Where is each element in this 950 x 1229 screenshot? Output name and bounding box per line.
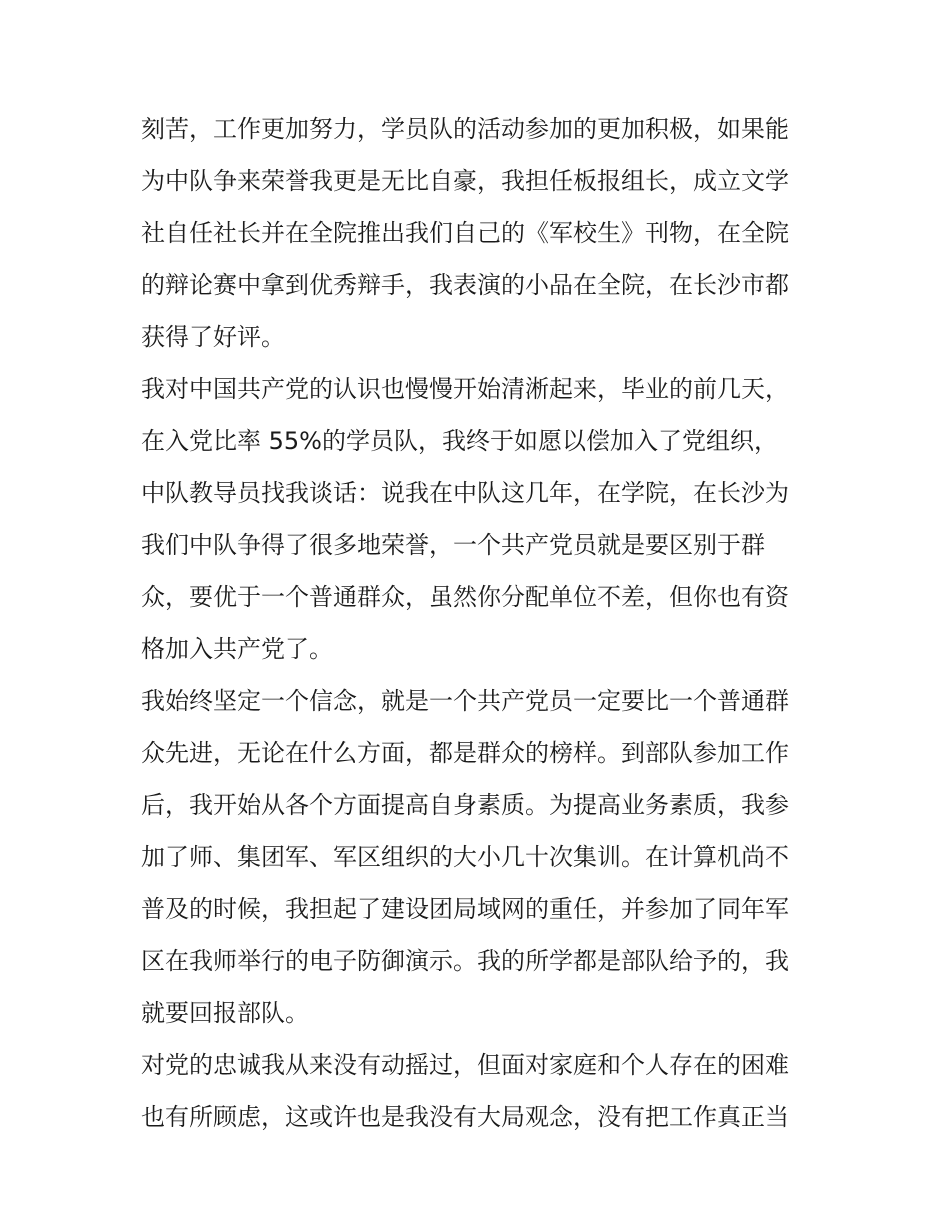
text-line: 格加入共产党了。: [141, 635, 333, 663]
text-line: 的辩论赛中拿到优秀辩手，我表演的小品在全院，在长沙市都: [141, 271, 789, 299]
paragraph-3: [141, 675, 821, 1039]
text-line: 我对中国共产党的认识也慢慢开始清淅起来，毕业的前几天，: [141, 375, 789, 403]
text-line: 刻苦，工作更加努力，学员队的活动参加的更加积极，如果能: [141, 115, 789, 143]
text-line: 我们中队争得了很多地荣誉，一个共产党员就是要区别于群: [141, 531, 765, 559]
text-line: 为中队争来荣誉我更是无比自豪，我担任板报组长，成立文学: [141, 167, 789, 195]
text-line: 众先进，无论在什么方面，都是群众的榜样。到部队参加工作: [141, 739, 789, 767]
text-line: 也有所顾虑，这或许也是我没有大局观念，没有把工作真正当: [141, 1103, 789, 1131]
text-line: 普及的时候，我担起了建设团局域网的重任，并参加了同年军: [141, 895, 789, 923]
document-body: [141, 103, 821, 1143]
text-line: 就要回报部队。: [141, 999, 309, 1027]
text-line: 加了师、集团军、军区组织的大小几十次集训。在计算机尚不: [141, 843, 789, 871]
paragraph-1: [141, 103, 821, 363]
text-line: 对党的忠诚我从来没有动摇过，但面对家庭和个人存在的困难: [141, 1051, 789, 1079]
paragraph-4: [141, 1039, 821, 1143]
text-line: 在入党比率 55%的学员队，我终于如愿以偿加入了党组织，: [141, 427, 778, 455]
paragraph-2: [141, 363, 821, 675]
text-line: 众，要优于一个普通群众，虽然你分配单位不差，但你也有资: [141, 583, 789, 611]
text-line: 中队教导员找我谈话：说我在中队这几年，在学院，在长沙为: [141, 479, 789, 507]
text-line: 我始终坚定一个信念，就是一个共产党员一定要比一个普通群: [141, 687, 789, 715]
text-line: 获得了好评。: [141, 323, 285, 351]
text-line: 区在我师举行的电子防御演示。我的所学都是部队给予的，我: [141, 947, 789, 975]
text-line: 后，我开始从各个方面提高自身素质。为提高业务素质，我参: [141, 791, 789, 819]
text-line: 社自任社长并在全院推出我们自己的《军校生》刊物，在全院: [141, 219, 789, 247]
